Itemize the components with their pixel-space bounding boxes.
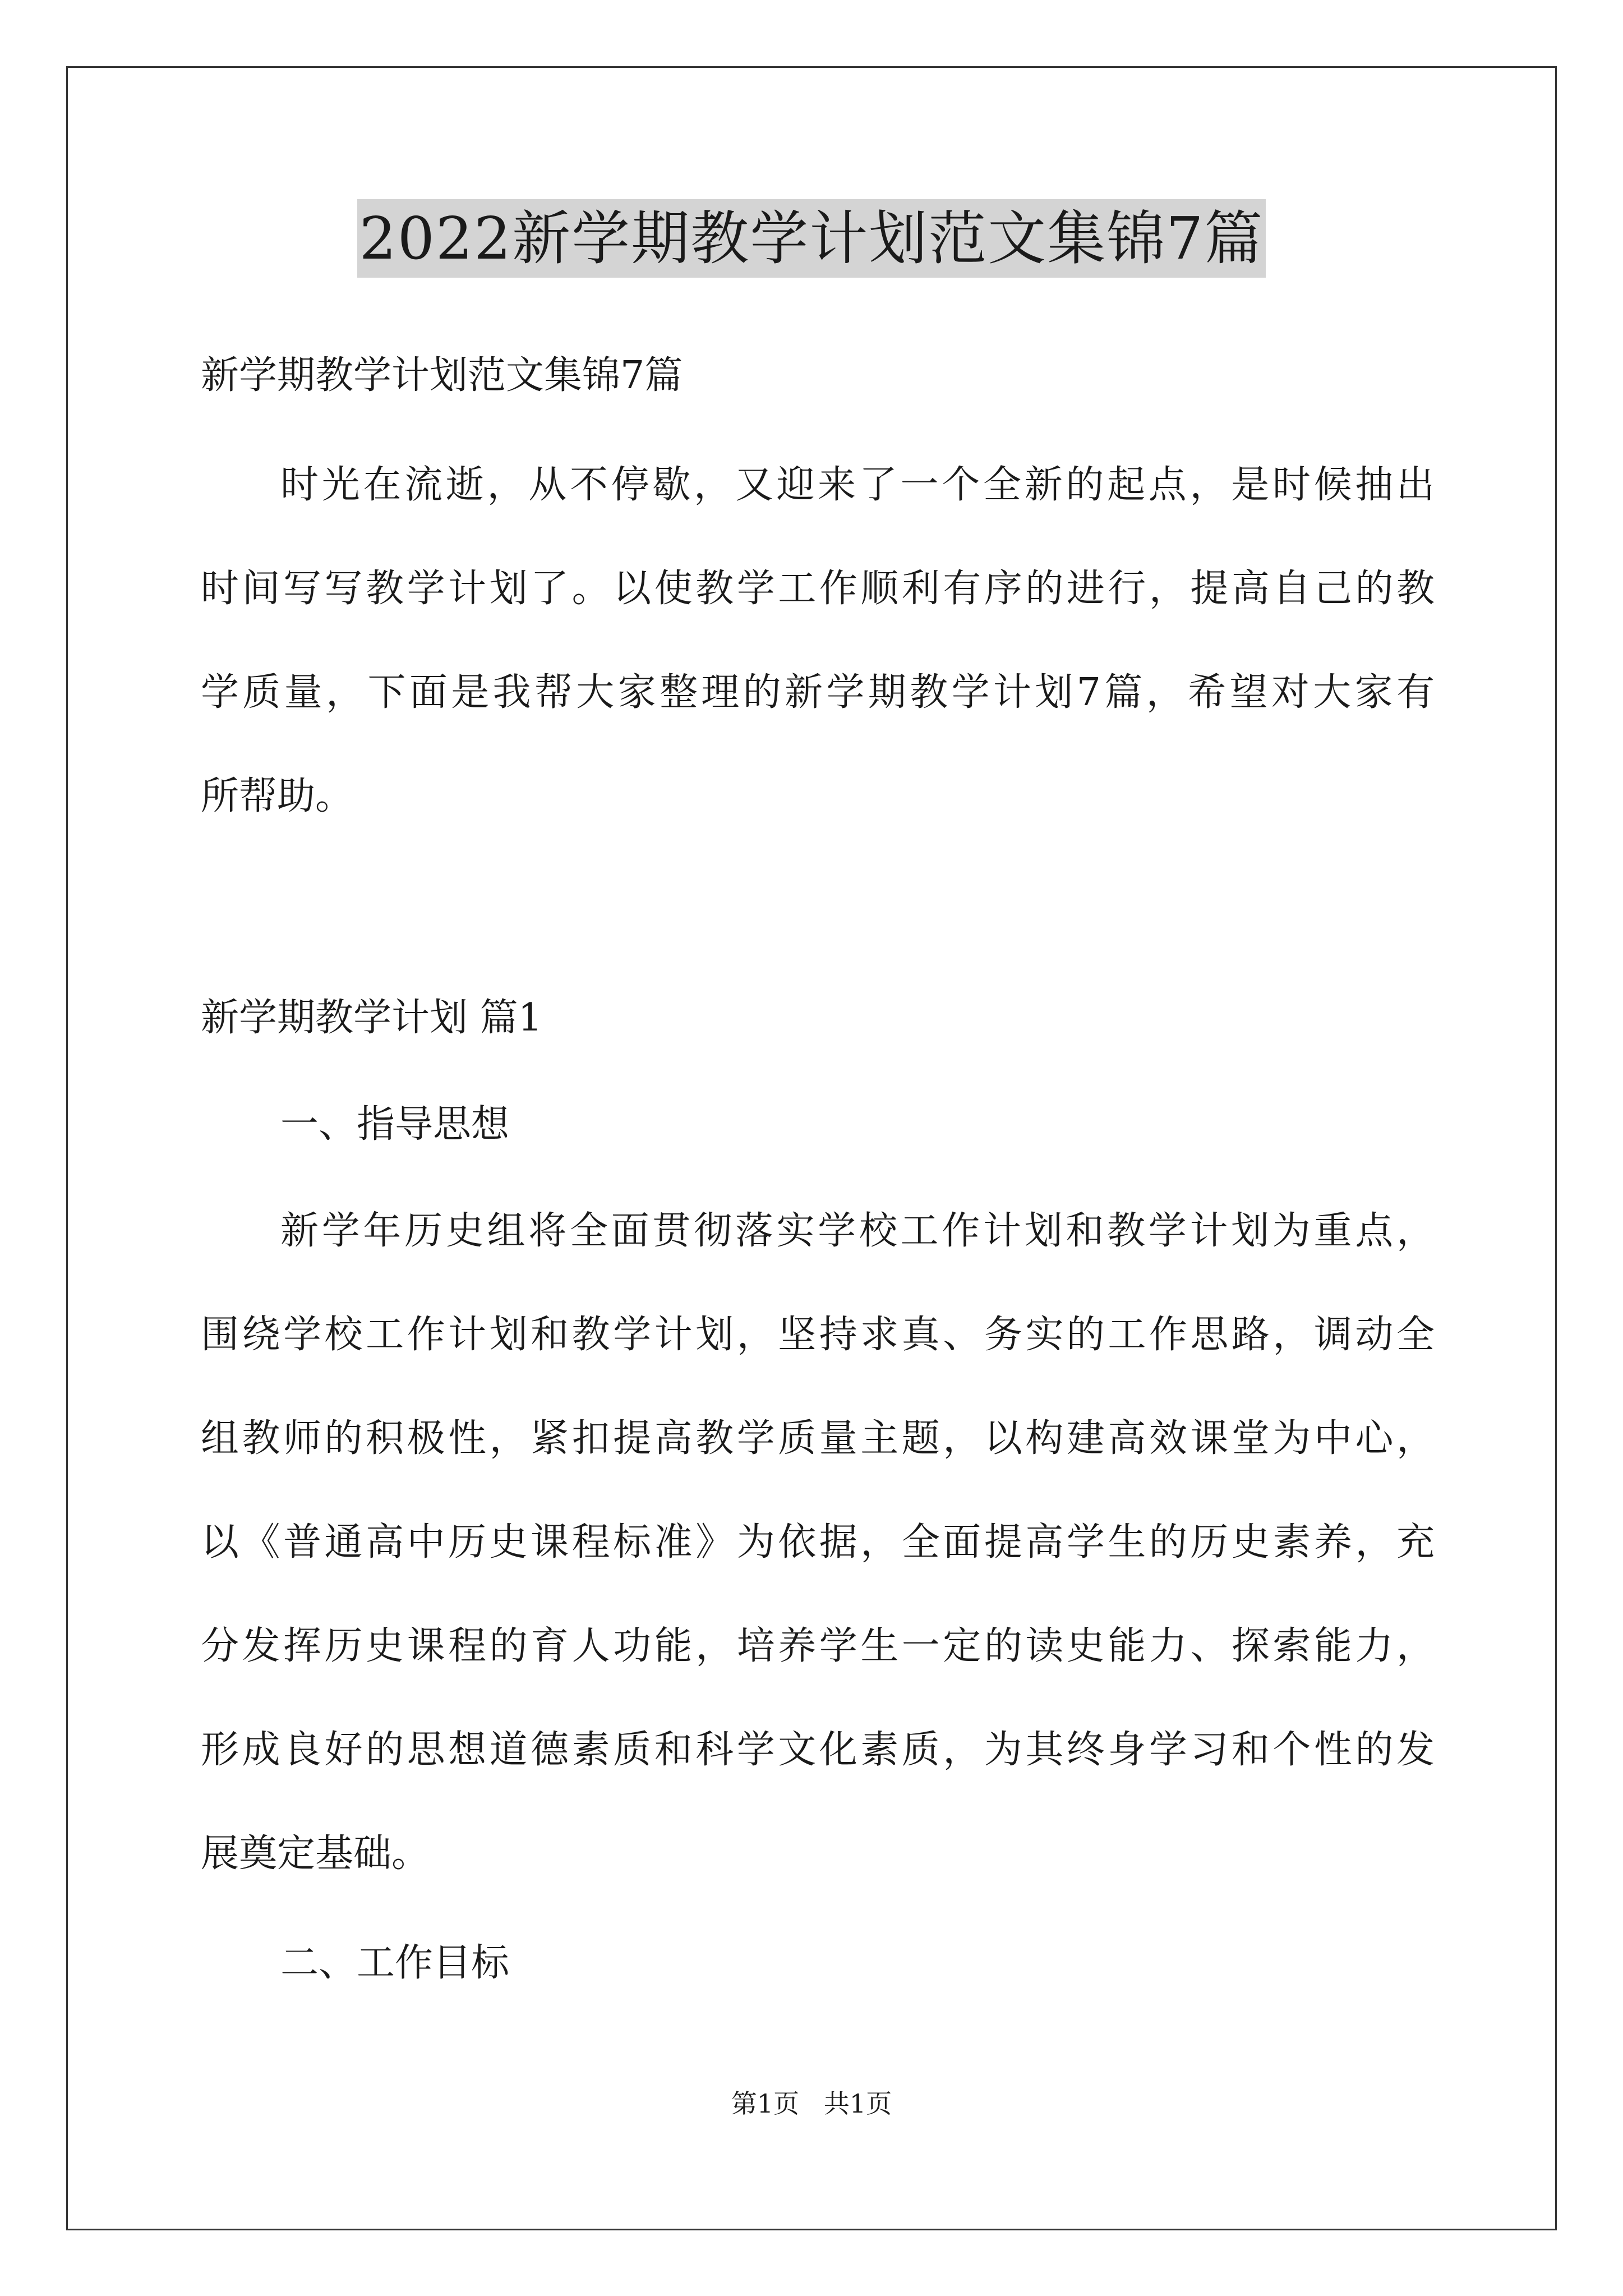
- heading-guiding-ideology: 一、指导思想: [280, 1102, 510, 1147]
- page-number-footer: 第1页 共1页: [731, 2088, 892, 2119]
- intro-line-3: 学质量，下面是我帮大家整理的新学期教学计划7篇，希望对大家有: [201, 670, 1435, 715]
- body-line-3: 组教师的积极性，紧扣提高教学质量主题，以构建高效课堂为中心，: [201, 1416, 1435, 1461]
- body-line-6: 形成良好的思想道德素质和科学文化素质，为其终身学习和个性的发: [201, 1728, 1435, 1772]
- body-line-7: 展奠定基础。: [201, 1832, 430, 1876]
- body-line-1: 新学年历史组将全面贯彻落实学校工作计划和教学计划为重点，: [280, 1209, 1435, 1253]
- intro-line-4: 所帮助。: [201, 774, 354, 818]
- body-line-2: 围绕学校工作计划和教学计划，坚持求真、务实的工作思路，调动全: [201, 1313, 1435, 1357]
- title-container: [0, 199, 1623, 278]
- intro-line-1: 时光在流逝，从不停歇，又迎来了一个全新的起点，是时候抽出: [280, 463, 1435, 507]
- heading-work-goals: 二、工作目标: [280, 1941, 510, 1985]
- body-line-4: 以《普通高中历史课程标准》为依据，全面提高学生的历史素养，充: [201, 1520, 1435, 1565]
- body-line-5: 分发挥历史课程的育人功能，培养学生一定的读史能力、探索能力，: [201, 1624, 1435, 1668]
- section-heading: 新学期教学计划 篇1: [201, 996, 542, 1040]
- document-subtitle: 新学期教学计划范文集锦7篇: [201, 353, 683, 398]
- document-title: 2022新学期教学计划范文集锦7篇: [357, 199, 1266, 278]
- intro-line-2: 时间写写教学计划了。以使教学工作顺利有序的进行，提高自己的教: [201, 567, 1435, 611]
